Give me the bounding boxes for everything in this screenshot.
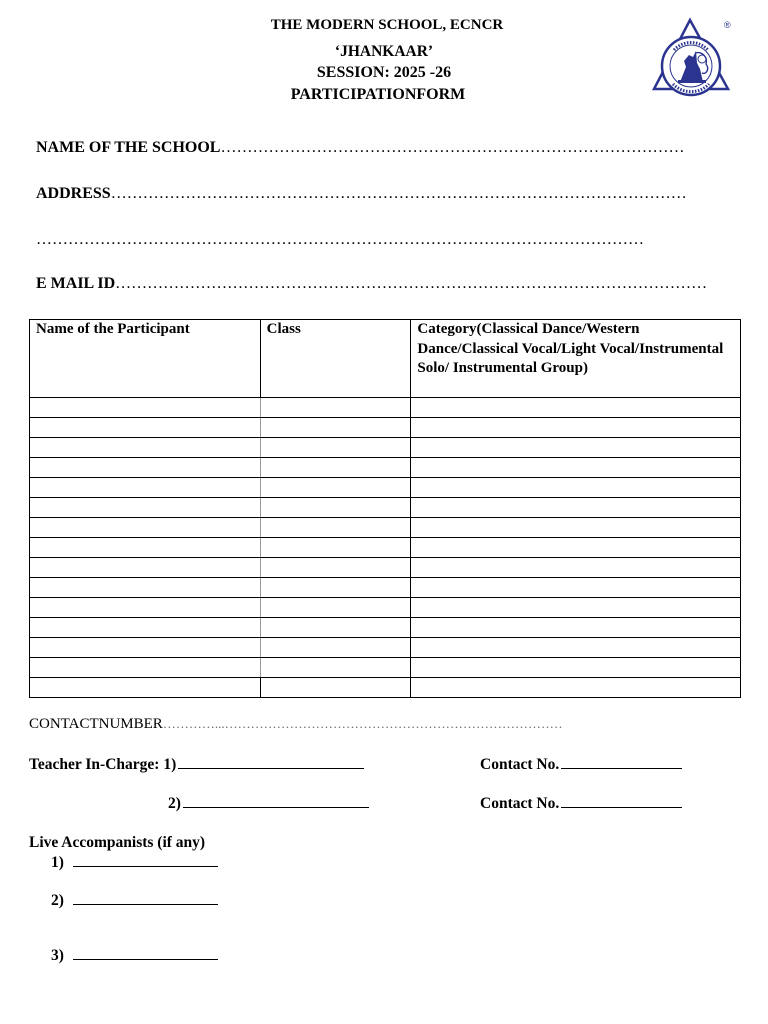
participant-cell[interactable] — [30, 518, 261, 538]
teacher-2-blank[interactable] — [183, 806, 369, 808]
class-cell[interactable] — [260, 418, 411, 438]
category-cell[interactable] — [411, 678, 741, 698]
field-label: ADDRESS — [36, 185, 111, 202]
session-label: SESSION: 2025 -26 — [316, 64, 452, 81]
participant-cell[interactable] — [30, 438, 261, 458]
class-cell[interactable] — [260, 558, 411, 578]
class-cell[interactable] — [260, 678, 411, 698]
column-header-participant: Name of the Participant — [30, 320, 261, 398]
category-cell[interactable] — [411, 458, 741, 478]
contact-no-label: Contact No. — [480, 756, 560, 773]
contact-1-blank[interactable] — [561, 767, 682, 769]
accompanist-1-blank[interactable] — [73, 865, 218, 867]
accompanist-2-blank[interactable] — [73, 903, 218, 905]
field-dots: …………………………………………………………………………………………………… — [36, 231, 644, 248]
accompanist-3[interactable] — [51, 948, 218, 964]
table-row — [30, 498, 741, 518]
category-cell[interactable] — [411, 618, 741, 638]
accompanist-2[interactable] — [51, 893, 218, 909]
teacher-1-contact[interactable] — [480, 757, 682, 773]
category-cell[interactable] — [411, 398, 741, 418]
category-cell[interactable] — [411, 658, 741, 678]
contact-no-label: Contact No. — [480, 795, 560, 812]
teacher-in-charge-1[interactable] — [29, 757, 364, 773]
school-name: THE MODERN SCHOOL, ECNCR — [270, 17, 504, 33]
event-name: ‘JHANKAAR’ — [334, 43, 434, 60]
table-row — [30, 558, 741, 578]
category-cell[interactable] — [411, 438, 741, 458]
email-field[interactable] — [36, 276, 707, 292]
column-header-class: Class — [260, 320, 411, 398]
teacher-2-label: 2) — [168, 795, 181, 812]
accompanist-number: 2) — [51, 892, 64, 909]
table-row — [30, 658, 741, 678]
table-row — [30, 438, 741, 458]
table-row — [30, 518, 741, 538]
teacher-2-contact[interactable] — [480, 796, 682, 812]
category-cell[interactable] — [411, 418, 741, 438]
field-label: E MAIL ID — [36, 275, 116, 292]
live-accompanists-title: Live Accompanists (if any) — [29, 834, 206, 851]
participant-cell[interactable] — [30, 478, 261, 498]
category-cell[interactable] — [411, 578, 741, 598]
participant-cell[interactable] — [30, 558, 261, 578]
table-row — [30, 598, 741, 618]
participants-table — [29, 319, 741, 698]
table-row — [30, 478, 741, 498]
participant-cell[interactable] — [30, 618, 261, 638]
table-row — [30, 618, 741, 638]
class-cell[interactable] — [260, 438, 411, 458]
accompanist-3-blank[interactable] — [73, 958, 218, 960]
table-row — [30, 578, 741, 598]
participant-cell[interactable] — [30, 658, 261, 678]
teacher-1-blank[interactable] — [178, 767, 364, 769]
class-cell[interactable] — [260, 658, 411, 678]
accompanist-1[interactable] — [51, 855, 218, 871]
table-header-row — [30, 320, 741, 398]
table-row — [30, 538, 741, 558]
address-field[interactable] — [36, 186, 687, 202]
participant-cell[interactable] — [30, 418, 261, 438]
teacher-1-label: Teacher In-Charge: 1) — [29, 756, 177, 773]
school-crest-icon — [650, 17, 734, 99]
column-header-category: Category(Classical Dance/Western Dance/Classical Vocal/Light Vocal/Instrumental Solo/ Instrumental Group) — [411, 320, 741, 398]
teacher-in-charge-2[interactable] — [168, 796, 369, 812]
contact-number-label: CONTACTNUMBER — [29, 716, 163, 732]
participant-cell[interactable] — [30, 678, 261, 698]
class-cell[interactable] — [260, 498, 411, 518]
class-cell[interactable] — [260, 538, 411, 558]
contact-number-dots: …………...…………………………………………………………………… — [162, 716, 563, 731]
participant-cell[interactable] — [30, 638, 261, 658]
field-label: NAME OF THE SCHOOL — [36, 139, 221, 156]
category-cell[interactable] — [411, 558, 741, 578]
table-row — [30, 418, 741, 438]
participant-cell[interactable] — [30, 458, 261, 478]
table-row — [30, 458, 741, 478]
contact-2-blank[interactable] — [561, 806, 682, 808]
participant-cell[interactable] — [30, 578, 261, 598]
class-cell[interactable] — [260, 458, 411, 478]
accompanist-number: 1) — [51, 854, 64, 871]
category-cell[interactable] — [411, 498, 741, 518]
class-cell[interactable] — [260, 618, 411, 638]
contact-number-field[interactable] — [29, 716, 563, 733]
category-cell[interactable] — [411, 638, 741, 658]
school-name-field[interactable] — [36, 140, 684, 156]
participant-cell[interactable] — [30, 398, 261, 418]
field-dots: …………………………………………………………………………… — [220, 139, 685, 156]
field-dots: ………………………………………………………………………………………………… — [115, 275, 708, 292]
class-cell[interactable] — [260, 398, 411, 418]
table-row — [30, 638, 741, 658]
class-cell[interactable] — [260, 518, 411, 538]
table-row — [30, 398, 741, 418]
form-title: PARTICIPATIONFORM — [290, 86, 466, 103]
class-cell[interactable] — [260, 598, 411, 618]
category-cell[interactable] — [411, 518, 741, 538]
class-cell[interactable] — [260, 478, 411, 498]
field-dots: ……………………………………………………………………………………………… — [110, 185, 687, 202]
category-cell[interactable] — [411, 478, 741, 498]
class-cell[interactable] — [260, 638, 411, 658]
address-line-2-field[interactable] — [36, 232, 644, 248]
accompanist-number: 3) — [51, 947, 64, 964]
participant-cell[interactable] — [30, 598, 261, 618]
participant-cell[interactable] — [30, 498, 261, 518]
registered-mark: ® — [724, 20, 731, 30]
category-cell[interactable] — [411, 598, 741, 618]
category-cell[interactable] — [411, 538, 741, 558]
class-cell[interactable] — [260, 578, 411, 598]
table-row — [30, 678, 741, 698]
participant-cell[interactable] — [30, 538, 261, 558]
